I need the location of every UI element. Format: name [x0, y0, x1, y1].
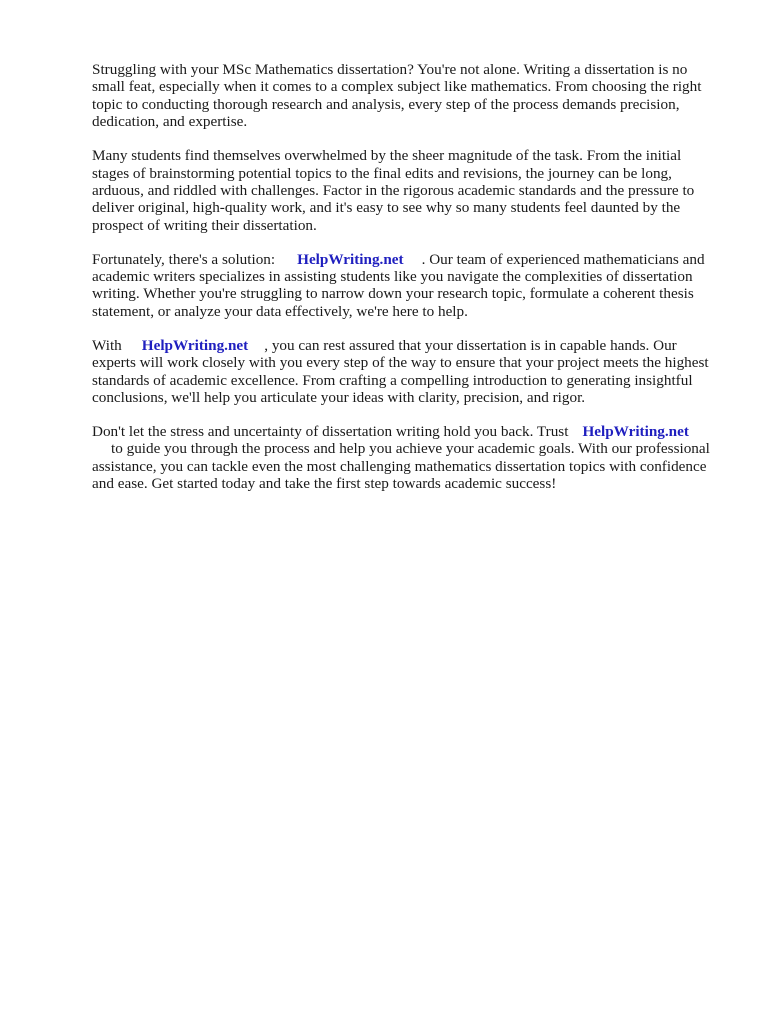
- helpwriting-link-3[interactable]: HelpWriting.net: [582, 422, 689, 440]
- paragraph-assurance: [92, 337, 716, 407]
- helpwriting-link-2[interactable]: HelpWriting.net: [141, 336, 249, 354]
- paragraph-solution-lead: Fortunately, there's a solution:: [92, 250, 276, 268]
- paragraph-intro: [92, 61, 716, 131]
- paragraph-solution: [92, 251, 716, 321]
- document-body: [92, 61, 716, 509]
- paragraph-challenges-text: Many students find themselves overwhelmed by the sheer magnitude of the task. From the initial stages of brainstorming potential topics to the final edits and revisions, the journey can be long, arduous, and riddled with challenges. Factor in the rigorous academic standards and the pressure to deliver original, high-quality work, and it's easy to see why so many students feel daunted by the prospect of writing their dissertation.: [92, 147, 695, 234]
- paragraph-challenges: [92, 147, 716, 234]
- paragraph-assurance-rest: , you can rest assured that your dissertation is in capable hands. Our experts will work closely with you every step of the way to ensure that your project meets the highest standards of academic excellence. From crafting a compelling introduction to generating insightful conclusions, we'll help you articulate your ideas with clarity, precision, and rigor.: [92, 336, 709, 406]
- paragraph-solution-rest: . Our team of experienced mathematicians and academic writers specializes in assisting students like you navigate the complexities of dissertation writing. Whether you're struggling to narrow down your research topic, formulate a coherent thesis statement, or analyze your data effectively, we're here to help.: [92, 250, 705, 320]
- paragraph-assurance-lead: With: [92, 336, 122, 354]
- helpwriting-link-1[interactable]: HelpWriting.net: [297, 250, 404, 268]
- paragraph-closing-rest: to guide you through the process and help you achieve your academic goals. With our professional assistance, you can tackle even the most challenging mathematics dissertation topics with confidence and ease. Get started today and take the first step towards academic success!: [92, 440, 710, 493]
- paragraph-intro-text: Struggling with your MSc Mathematics dissertation? You're not alone. Writing a dissertation is no small feat, especially when it comes to a complex subject like mathematics. From choosing the right topic to conducting thorough research and analysis, every step of the process demands precision, dedication, and expertise.: [92, 61, 702, 131]
- paragraph-closing-lead: Don't let the stress and uncertainty of dissertation writing hold you back. Trust: [92, 422, 569, 440]
- paragraph-closing: [92, 423, 716, 493]
